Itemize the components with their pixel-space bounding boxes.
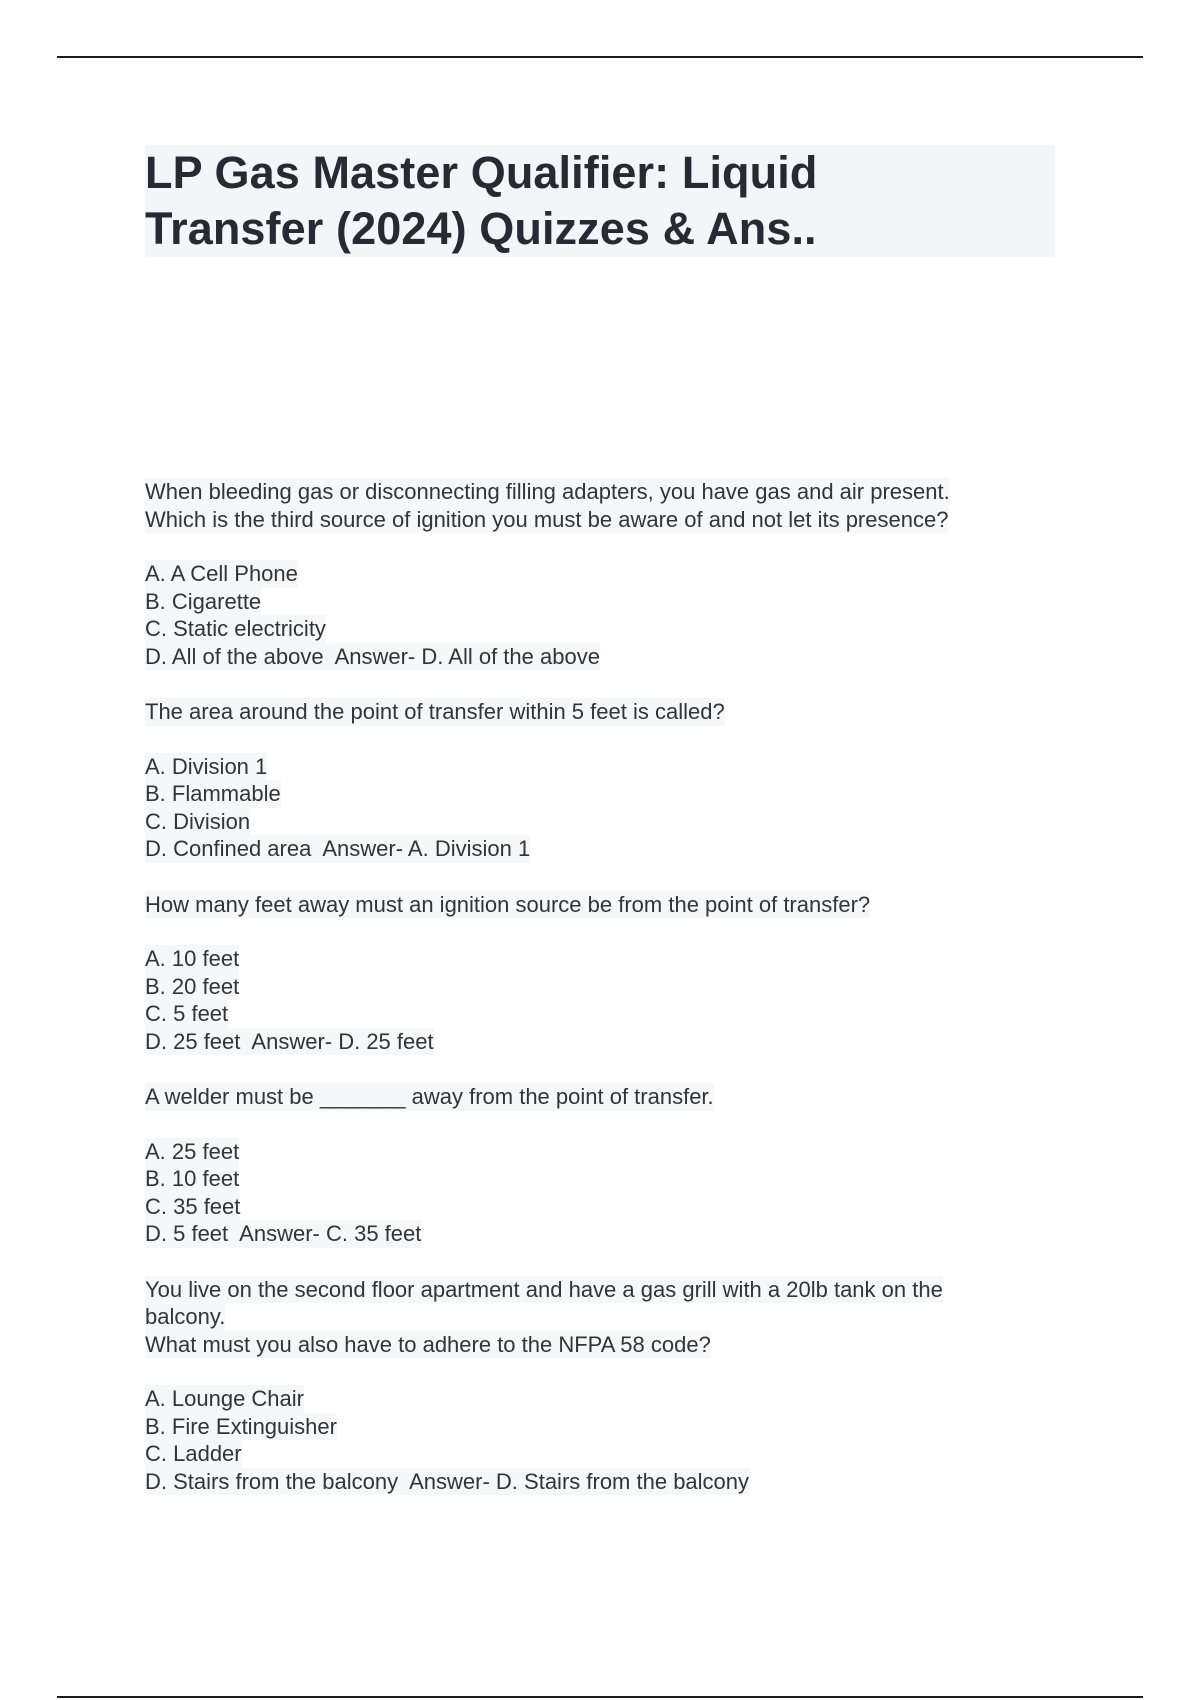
answer-option: B. 10 feet [145, 1166, 240, 1191]
answer-option: C. 5 feet [145, 1001, 229, 1026]
question-block-2 [145, 698, 1055, 863]
top-rule [57, 56, 1143, 58]
title-block [145, 145, 1055, 257]
answer-option: B. Cigarette [145, 588, 262, 614]
question-list [145, 478, 1055, 1523]
answer-option: C. Ladder [145, 1441, 242, 1466]
title-line-1: LP Gas Master Qualifier: Liquid [145, 147, 818, 198]
answer-option: C. Division [145, 808, 251, 834]
answer-option: A. 10 feet [145, 946, 240, 971]
question-text: A welder must be _______ away from the point of transfer. [145, 1084, 714, 1109]
title-line-2: Transfer (2024) Quizzes & Ans.. [145, 203, 817, 254]
document-title [145, 145, 1055, 257]
option-text: D. 5 feet [145, 1221, 229, 1246]
option-text: D. Stairs from the balcony [145, 1468, 399, 1494]
answer-option-last [145, 1468, 749, 1496]
bottom-rule [57, 1696, 1143, 1698]
answer-option-last [145, 1220, 421, 1248]
question-block-4 [145, 1083, 1055, 1248]
question-text: balcony. [145, 1304, 226, 1329]
question-block-5 [145, 1276, 1055, 1496]
answer-option: C. Static electricity [145, 616, 326, 641]
answer-option: B. Flammable [145, 781, 281, 806]
option-text: D. All of the above [145, 643, 324, 669]
answer-option: A. 25 feet [145, 1138, 240, 1164]
answer-option-last [145, 835, 530, 863]
answer-option-last [145, 643, 600, 671]
answer-option: B. Fire Extinguisher [145, 1413, 337, 1439]
correct-answer: Answer- A. Division 1 [322, 836, 531, 861]
answer-option: A. Lounge Chair [145, 1386, 304, 1411]
answer-option: C. 35 feet [145, 1193, 241, 1219]
option-text: D. 25 feet [145, 1028, 241, 1054]
answer-option: A. Division 1 [145, 753, 268, 779]
question-text: The area around the point of transfer within 5 feet is called? [145, 699, 725, 724]
correct-answer: Answer- C. 35 feet [239, 1221, 422, 1246]
correct-answer: Answer- D. Stairs from the balcony [409, 1468, 750, 1494]
question-text: How many feet away must an ignition source be from the point of transfer? [145, 891, 871, 917]
question-text: What must you also have to adhere to the NFPA 58 code? [145, 1331, 711, 1357]
question-text: Which is the third source of ignition you must be aware of and not let its presence? [145, 506, 949, 532]
question-block-1 [145, 478, 1055, 670]
option-text: D. Confined area [145, 836, 312, 861]
question-block-3 [145, 891, 1055, 1056]
answer-option: A. A Cell Phone [145, 561, 298, 586]
question-text: You live on the second floor apartment and have a gas grill with a 20lb tank on the [145, 1276, 943, 1302]
answer-option: B. 20 feet [145, 973, 240, 999]
answer-option-last [145, 1028, 434, 1056]
question-text: When bleeding gas or disconnecting filling adapters, you have gas and air present. [145, 479, 950, 504]
correct-answer: Answer- D. 25 feet [251, 1028, 434, 1054]
correct-answer: Answer- D. All of the above [334, 643, 600, 669]
